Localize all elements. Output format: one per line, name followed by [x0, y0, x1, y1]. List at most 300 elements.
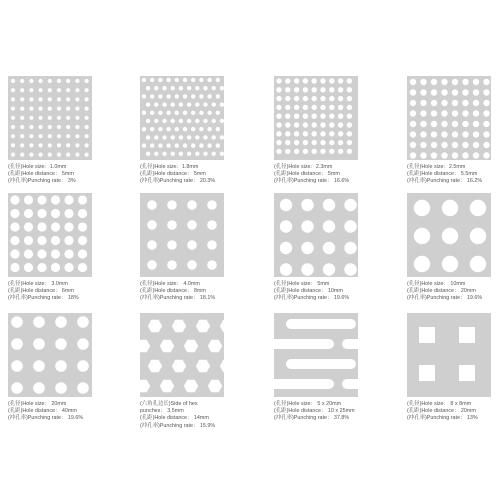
hole	[312, 131, 317, 136]
hole	[220, 102, 224, 106]
spec-hole-size: (孔径)Hole size：1.0mm	[8, 164, 67, 170]
hole	[320, 140, 325, 145]
hole	[483, 89, 489, 95]
hole	[39, 143, 43, 147]
hole	[187, 220, 197, 230]
slot-hole	[342, 379, 358, 389]
hole	[207, 260, 217, 270]
hole	[66, 97, 70, 101]
hole	[20, 153, 24, 157]
hole	[452, 89, 458, 95]
hole	[473, 100, 479, 106]
hole	[483, 121, 489, 127]
hole	[20, 125, 24, 129]
hole	[187, 152, 191, 156]
hole	[187, 240, 197, 250]
hole	[462, 152, 468, 158]
spec-hole-distance: (孔距)Hole distance： 5mm	[140, 171, 206, 178]
hole	[410, 100, 416, 106]
hole	[48, 97, 52, 101]
hole	[48, 134, 52, 138]
hole	[196, 360, 210, 372]
spec-list	[407, 401, 491, 423]
hole	[11, 382, 23, 394]
hole	[51, 263, 60, 272]
hole	[483, 100, 489, 106]
hole	[276, 87, 281, 92]
hole	[276, 122, 281, 127]
hole	[24, 209, 33, 218]
hole	[431, 79, 437, 85]
hole	[184, 340, 198, 352]
hole	[158, 143, 162, 147]
hole	[162, 152, 166, 156]
hole	[212, 102, 216, 106]
hole	[344, 220, 356, 232]
hole	[57, 143, 61, 147]
hole-pattern	[140, 193, 224, 277]
hole	[323, 220, 335, 232]
hole	[55, 382, 67, 394]
hole	[470, 256, 486, 272]
hole	[452, 121, 458, 127]
hole	[303, 149, 308, 154]
hole	[441, 89, 447, 95]
hole	[33, 382, 45, 394]
hole	[414, 228, 430, 244]
hole	[441, 131, 447, 137]
perforated-plate-swatch	[407, 193, 491, 277]
hole	[285, 78, 290, 83]
hole	[420, 121, 426, 127]
hole	[220, 320, 224, 332]
hole	[195, 86, 199, 90]
hole	[24, 249, 33, 258]
hole	[158, 127, 162, 131]
spec-hole-distance: (孔距)Hole distance： 8mm	[140, 288, 206, 295]
hole	[10, 222, 19, 231]
hole	[78, 209, 87, 218]
sample-card-1	[8, 76, 92, 186]
hole	[48, 88, 52, 92]
hole	[329, 105, 334, 110]
hole	[441, 142, 447, 148]
hole	[442, 200, 458, 216]
hole	[280, 263, 292, 275]
hole	[75, 143, 79, 147]
hole	[29, 143, 33, 147]
spec-hole-distance: (孔距)Hole distance： 10mm	[274, 288, 343, 295]
hole	[142, 78, 146, 82]
hole-pattern	[274, 76, 358, 160]
spec-punching-rate: (冲孔率)Punching rate： 19.6%	[8, 415, 84, 422]
hole	[441, 121, 447, 127]
spec-punching-rate: (冲孔率)Punching rate： 13%	[407, 415, 478, 422]
hole	[294, 114, 299, 119]
hole	[294, 105, 299, 110]
hole	[473, 79, 479, 85]
spec-punching-rate: (冲孔率)Punching rate： 19.6%	[274, 295, 350, 302]
hole	[431, 131, 437, 137]
perforated-plate-swatch	[140, 193, 224, 277]
hole	[303, 122, 308, 127]
hole	[420, 142, 426, 148]
hole-pattern	[8, 193, 92, 277]
hole	[207, 111, 211, 115]
hole	[162, 135, 166, 139]
sample-card-12	[407, 313, 491, 423]
hole	[473, 142, 479, 148]
hole	[57, 153, 61, 157]
hole	[191, 111, 195, 115]
hole	[294, 140, 299, 145]
hole	[203, 152, 207, 156]
hole	[179, 102, 183, 106]
hole	[51, 236, 60, 245]
spec-punching-rate: (冲孔率)Punching rate： 16.2%	[407, 178, 483, 185]
spec-hole-size: (孔径)Hole size： 10mm	[407, 281, 466, 287]
hole	[303, 140, 308, 145]
hole	[276, 131, 281, 136]
hole	[191, 94, 195, 98]
hole	[431, 100, 437, 106]
hole	[55, 338, 67, 350]
hole	[39, 116, 43, 120]
hole	[312, 140, 317, 145]
hole	[140, 340, 150, 352]
spec-punching-rate: (冲孔率)Punching rate： 37.8%	[274, 415, 350, 422]
hole	[329, 78, 334, 83]
hole	[338, 96, 343, 101]
hole	[37, 263, 46, 272]
hole	[195, 102, 199, 106]
hole	[85, 125, 89, 129]
hole	[158, 78, 162, 82]
hole	[195, 135, 199, 139]
hole	[473, 110, 479, 116]
hole	[64, 263, 73, 272]
hole	[48, 143, 52, 147]
hole	[276, 78, 281, 83]
hole	[75, 134, 79, 138]
hole	[329, 131, 334, 136]
hole	[301, 242, 313, 254]
spec-hole-distance: (孔距)Hole distance： 6mm	[8, 288, 74, 295]
hole	[320, 149, 325, 154]
hole	[179, 152, 183, 156]
hole	[483, 142, 489, 148]
hole	[20, 143, 24, 147]
hole	[172, 360, 186, 372]
spec-list	[140, 281, 224, 303]
hole	[29, 153, 33, 157]
spec-hole-distance: (孔距)Hole distance： 14mm	[140, 415, 209, 422]
hole	[48, 79, 52, 83]
hole	[11, 316, 23, 328]
spec-punching-rate: (冲孔率)Punching rate： 19.6%	[407, 295, 483, 302]
hole	[441, 79, 447, 85]
hole	[140, 380, 150, 392]
hole	[420, 152, 426, 158]
hole	[171, 135, 175, 139]
hole	[347, 114, 352, 119]
perforated-plate-swatch	[8, 193, 92, 277]
hole	[420, 110, 426, 116]
sample-card-10	[140, 313, 224, 430]
hole	[452, 152, 458, 158]
hole	[11, 143, 15, 147]
hole	[452, 79, 458, 85]
hole	[66, 116, 70, 120]
spec-punching-rate: (冲孔率)Punching rate： 3%	[8, 178, 76, 185]
hole	[285, 114, 290, 119]
hole	[162, 102, 166, 106]
hole	[285, 149, 290, 154]
hole	[276, 96, 281, 101]
hole	[78, 249, 87, 258]
hole	[78, 222, 87, 231]
hole	[20, 97, 24, 101]
hole	[344, 263, 356, 275]
hole	[29, 97, 33, 101]
hole	[57, 134, 61, 138]
hole	[158, 94, 162, 98]
hole	[199, 94, 203, 98]
hole	[146, 119, 150, 123]
hole	[11, 134, 15, 138]
hole	[329, 122, 334, 127]
hole	[303, 78, 308, 83]
slot-hole	[286, 319, 356, 329]
hole	[294, 78, 299, 83]
hole	[146, 152, 150, 156]
spec-hole-distance: (孔距)Hole distance： 5.5mm	[407, 171, 478, 178]
hole	[11, 97, 15, 101]
hole	[187, 102, 191, 106]
hole	[142, 111, 146, 115]
hole	[312, 87, 317, 92]
hole	[85, 97, 89, 101]
hole	[320, 105, 325, 110]
hole	[179, 86, 183, 90]
hole	[85, 88, 89, 92]
hole	[320, 78, 325, 83]
hole	[483, 152, 489, 158]
hole	[175, 143, 179, 147]
spec-hex-side-label: (六角孔边长)Side of hex	[140, 401, 198, 407]
hole	[142, 127, 146, 131]
hole	[303, 96, 308, 101]
hole	[294, 131, 299, 136]
hole	[285, 87, 290, 92]
hole	[29, 116, 33, 120]
hole	[199, 78, 203, 82]
hole	[216, 111, 220, 115]
hole	[64, 222, 73, 231]
spec-list	[140, 401, 224, 430]
hole	[276, 114, 281, 119]
hole	[20, 116, 24, 120]
hole	[347, 87, 352, 92]
spec-hole-distance: (孔距)Hole distance： 5mm	[8, 171, 74, 178]
hole	[212, 135, 216, 139]
square-hole	[459, 365, 475, 381]
spec-hole-size: (孔径)Hole size： 3.0mm	[8, 281, 68, 287]
hole	[452, 100, 458, 106]
sample-card-7	[274, 193, 358, 303]
hole	[183, 127, 187, 131]
hole	[442, 256, 458, 272]
slot-hole	[342, 339, 358, 349]
spec-punching-rate: (冲孔率)Punching rate： 18%	[8, 295, 79, 302]
hole	[85, 79, 89, 83]
hole	[57, 88, 61, 92]
hole	[11, 88, 15, 92]
hole	[51, 249, 60, 258]
slot-hole	[274, 379, 334, 389]
hole	[37, 236, 46, 245]
hole	[48, 107, 52, 111]
hole	[442, 228, 458, 244]
hole	[37, 222, 46, 231]
sample-card-3	[274, 76, 358, 186]
hole	[320, 131, 325, 136]
hole	[347, 131, 352, 136]
spec-hole-size: (孔径)Hole size： 4.0mm	[140, 281, 200, 287]
spec-list	[140, 164, 224, 186]
hole	[338, 149, 343, 154]
hole	[220, 360, 224, 372]
hole	[431, 110, 437, 116]
hole	[33, 338, 45, 350]
perforated-plate-swatch	[274, 313, 358, 397]
hole	[175, 111, 179, 115]
hole	[344, 199, 356, 211]
hole	[452, 142, 458, 148]
spec-list	[407, 164, 491, 186]
spec-hole-distance: (孔距)Hole distance： 20mm	[407, 288, 476, 295]
hole	[162, 119, 166, 123]
hole	[207, 78, 211, 82]
hole	[320, 114, 325, 119]
spec-list	[8, 281, 92, 303]
hole	[147, 260, 157, 270]
hole	[64, 209, 73, 218]
hole	[199, 111, 203, 115]
hole	[216, 143, 220, 147]
hole-pattern	[407, 193, 491, 277]
hole	[162, 86, 166, 90]
spec-hole-size: (孔径)Hole size： 20mm	[8, 401, 67, 407]
hole	[37, 195, 46, 204]
hole	[154, 152, 158, 156]
hole	[39, 134, 43, 138]
hole	[414, 200, 430, 216]
hole	[29, 125, 33, 129]
spec-list	[274, 164, 358, 186]
hole-pattern	[140, 313, 224, 397]
hole	[10, 209, 19, 218]
hole	[39, 97, 43, 101]
sample-card-6	[140, 193, 224, 303]
hole	[199, 143, 203, 147]
hole	[75, 97, 79, 101]
hole	[312, 114, 317, 119]
hole	[187, 135, 191, 139]
hole	[24, 195, 33, 204]
sample-card-5	[8, 193, 92, 303]
hole	[473, 121, 479, 127]
hole	[301, 220, 313, 232]
hole	[191, 143, 195, 147]
hole	[147, 200, 157, 210]
hole	[57, 125, 61, 129]
hole	[462, 100, 468, 106]
hole	[431, 152, 437, 158]
hole	[11, 338, 23, 350]
hole	[410, 121, 416, 127]
hole	[33, 316, 45, 328]
hole	[75, 125, 79, 129]
hole	[166, 94, 170, 98]
hole	[39, 107, 43, 111]
hole	[187, 86, 191, 90]
hole	[172, 320, 186, 332]
hole	[191, 127, 195, 131]
sample-card-9	[8, 313, 92, 423]
hole	[55, 316, 67, 328]
hole	[150, 127, 154, 131]
hole	[216, 94, 220, 98]
hole	[24, 236, 33, 245]
perforated-plate-swatch	[8, 76, 92, 160]
hole	[280, 220, 292, 232]
hole	[64, 249, 73, 258]
square-hole	[459, 327, 475, 343]
hole	[166, 111, 170, 115]
hole	[187, 119, 191, 123]
hole	[344, 242, 356, 254]
hole	[167, 260, 177, 270]
perforated-plate-swatch	[274, 193, 358, 277]
hole-pattern	[407, 313, 491, 397]
hole	[320, 96, 325, 101]
hole	[85, 107, 89, 111]
hole	[75, 88, 79, 92]
hole	[323, 199, 335, 211]
hole	[146, 102, 150, 106]
hole	[220, 119, 224, 123]
hole	[66, 153, 70, 157]
hole	[37, 209, 46, 218]
hole	[207, 94, 211, 98]
perforated-plate-swatch	[140, 76, 224, 160]
slot-hole	[274, 339, 334, 349]
hole	[207, 143, 211, 147]
hole	[220, 135, 224, 139]
hole	[66, 125, 70, 129]
hole	[329, 140, 334, 145]
hole	[183, 111, 187, 115]
hole	[312, 96, 317, 101]
hole	[75, 116, 79, 120]
hole	[166, 78, 170, 82]
hole	[166, 127, 170, 131]
hole	[195, 119, 199, 123]
hole	[199, 127, 203, 131]
spec-list	[8, 401, 92, 423]
hole	[48, 125, 52, 129]
